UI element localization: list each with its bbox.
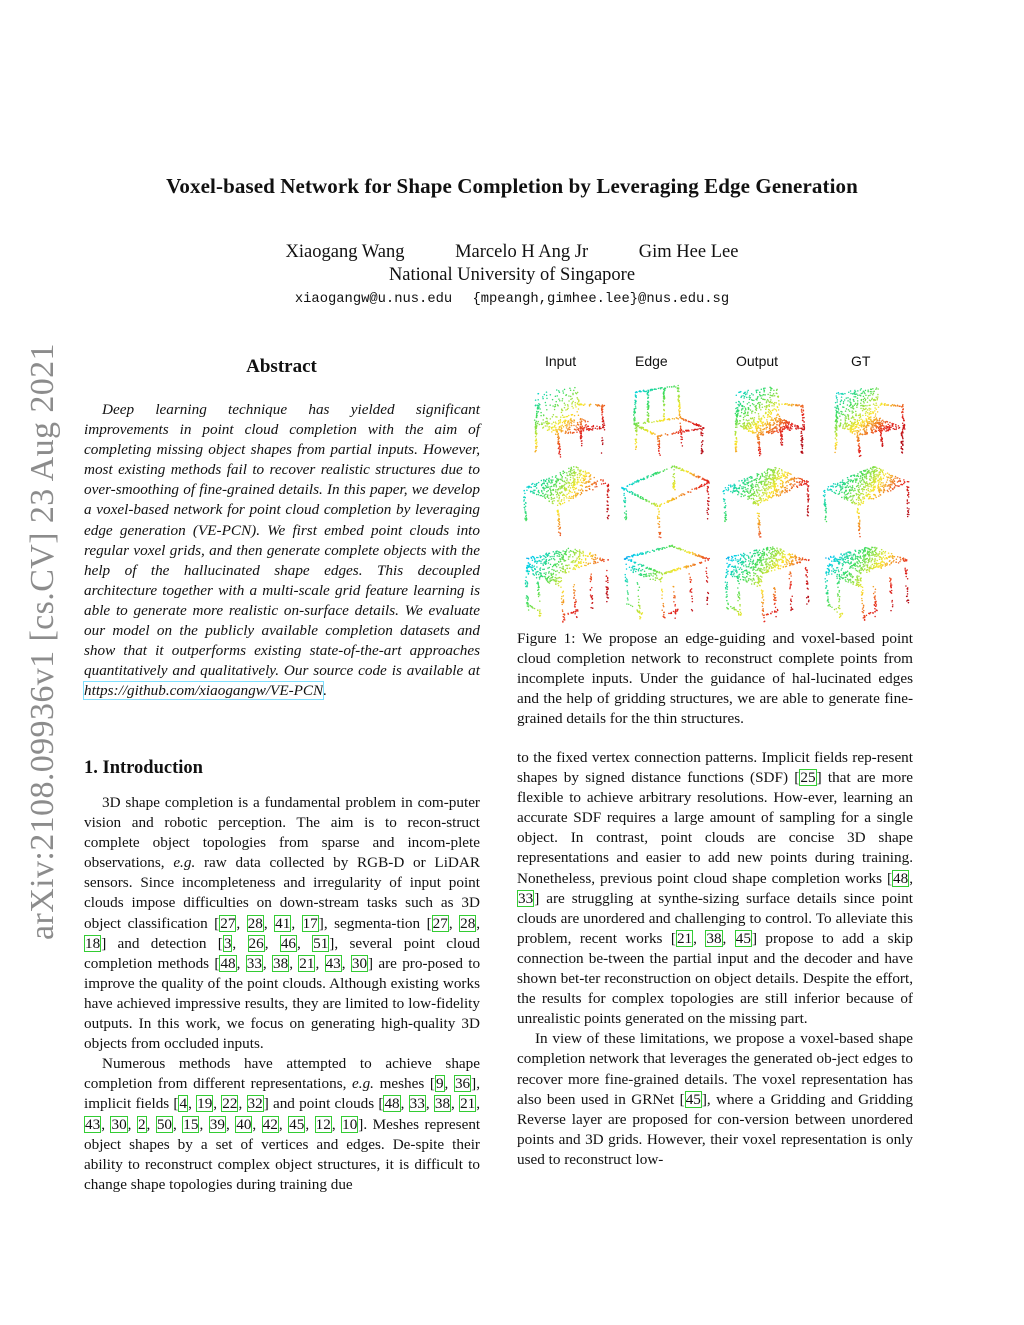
citation-link[interactable]: 3 [223, 934, 232, 952]
citation-link[interactable]: 21 [299, 954, 315, 972]
figure-thumbnail-chair-input [518, 378, 614, 458]
text-run: 3D shape completion is a fundamental problem in com-puter vision and robotic perception. The aim is to recon-struct complete object topologies from sparse and incom-plete observations, [84, 794, 480, 872]
text-run: , [252, 1115, 262, 1133]
citation-link[interactable]: 38 [434, 1095, 451, 1113]
text-run: , [722, 929, 735, 947]
intro-paragraph-3 [517, 748, 913, 1029]
figure-thumbnail-chair-edge [618, 378, 714, 458]
text-run: , [127, 1115, 137, 1133]
point-cloud-render [618, 544, 714, 624]
text-run: ] propose to add a skip connection be-tween the partial input and the decoder and have shown bet-ter reconstruction on object details. Despite the effort, the results for complex topologies are still inferior because of unrealistic points generated on the missing part. [517, 929, 913, 1028]
citation-link[interactable]: 40 [236, 1115, 252, 1133]
intro-paragraph-1 [84, 793, 480, 1054]
figure-label-output: Output [736, 353, 779, 369]
text-run: , [451, 1095, 460, 1113]
text-run: ], implicit fields [ [84, 1075, 480, 1113]
abstract-heading: Abstract [246, 356, 317, 377]
text-run: , [448, 914, 460, 932]
intro-paragraph-2 [84, 1054, 480, 1195]
text-run: , [315, 954, 325, 972]
point-cloud-render [718, 544, 814, 624]
figure-thumbnail-table-gt [818, 460, 914, 540]
text-run: , [173, 1115, 183, 1133]
point-cloud-render [518, 460, 614, 540]
text-run: In view of these limitations, we propose a voxel-based shape completion network that leverages the generated ob-ject edges to recover more fine-grained details. The voxel representation has also been used in GRNet [ [517, 1030, 913, 1108]
text-run: , [188, 1095, 197, 1113]
citation-link[interactable]: 45 [735, 929, 751, 947]
citation-link[interactable]: 48 [384, 1095, 400, 1113]
figure-thumbnail-desk-input [518, 544, 614, 624]
figure-label-input: Input [545, 353, 577, 369]
citation-link[interactable]: 30 [351, 954, 368, 972]
citation-link[interactable]: 26 [248, 934, 264, 952]
text-run: raw data collected by RGB-D or LiDAR sensors. Since incompleteness and irregularity of input point clouds impose difficulties on down-stream tasks such as 3D object classification [ [84, 854, 480, 932]
text-run: , [232, 934, 248, 952]
text-run: , [278, 1115, 289, 1133]
text-run: , [263, 914, 275, 932]
text-run: , [262, 954, 272, 972]
citation-link[interactable]: 38 [706, 929, 722, 947]
citation-link[interactable]: 22 [222, 1095, 238, 1113]
paper-title: Voxel-based Network for Shape Completion by Leveraging Edge Generation [166, 174, 858, 198]
text-run: , [291, 914, 302, 932]
text-run: ]. Meshes represent object shapes by a set of vertices and edges. De-spite their ability to reconstruct complex object structures, it is difficult to change shape topologies during training due [84, 1115, 481, 1193]
text-run: , [425, 1095, 434, 1113]
citation-link[interactable]: 45 [289, 1115, 305, 1133]
text-run: , [289, 954, 299, 972]
text-run: , [236, 954, 246, 972]
author-1: Xiaogang Wang [285, 242, 405, 262]
figure-thumbnail-table-output [718, 460, 814, 540]
citation-link[interactable]: 12 [315, 1115, 331, 1133]
citation-link[interactable]: 2 [137, 1115, 146, 1133]
point-cloud-render [718, 460, 814, 540]
right-column-text [517, 748, 913, 1170]
citation-link[interactable]: 28 [460, 914, 476, 932]
figure-thumbnail-chair-gt [818, 378, 914, 458]
citation-link[interactable]: 42 [262, 1115, 278, 1133]
arxiv-watermark: arXiv:2108.09936v1 [cs.CV] 23 Aug 2021 [24, 343, 61, 940]
eg-abbrev: e.g. [352, 1075, 374, 1093]
point-cloud-render [818, 460, 914, 540]
citation-link[interactable]: 10 [342, 1115, 358, 1133]
intro-paragraph-4 [517, 1029, 913, 1170]
text-run: , [146, 1115, 156, 1133]
text-run: , [693, 929, 706, 947]
citation-link[interactable]: 21 [676, 929, 693, 947]
figure-thumbnail-desk-edge [618, 544, 714, 624]
citation-link[interactable]: 18 [85, 934, 101, 952]
figure-label-edge: Edge [635, 353, 668, 369]
email-2: {mpeangh,gimhee.lee}@nus.edu.sg [472, 292, 730, 307]
text-run: , [213, 1095, 222, 1113]
point-cloud-render [518, 544, 614, 624]
text-run: , [101, 1115, 111, 1133]
figure-thumbnail-table-edge [618, 460, 714, 540]
text-run: , [476, 1095, 481, 1113]
text-run: , [331, 1115, 342, 1133]
citation-link[interactable]: 43 [325, 954, 341, 972]
email-list [0, 292, 1024, 307]
figure-label-gt: GT [851, 353, 871, 369]
figure-1-caption: Figure 1: We propose an edge-guiding and voxel-based point cloud completion network to reconstruct complete points from incomplete inputs. Under the guidance of hal-lucinated edges and the help of gridding structures, we are able to generate fine-grained details for the thin structures. [517, 630, 913, 728]
citation-link[interactable]: 45 [685, 1090, 701, 1108]
citation-link[interactable]: 48 [220, 954, 236, 972]
text-run: ] and point clouds [ [263, 1095, 384, 1113]
email-1: xiaogangw@u.nus.edu [294, 292, 453, 307]
citation-link[interactable]: 17 [302, 914, 318, 932]
citation-link[interactable]: 21 [460, 1095, 476, 1113]
author-3: Gim Hee Lee [638, 242, 739, 262]
citation-link[interactable]: 50 [156, 1115, 172, 1133]
text-run: , [444, 1075, 454, 1093]
citation-link[interactable]: 4 [179, 1095, 188, 1113]
citation-link[interactable]: 9 [435, 1075, 444, 1093]
point-cloud-render [718, 378, 814, 458]
point-cloud-render [618, 460, 714, 540]
section-heading-introduction: 1. Introduction [84, 758, 203, 778]
citation-link[interactable]: 36 [454, 1075, 471, 1093]
text-run: , [297, 934, 313, 952]
text-run: ] that are more flexible to achieve arbitrary resolutions. How-ever, learning an accurate SDF requires a large amount of sampling for a single object. In contrast, point clouds are concise 3D shape representations and easier to add new points during training. Nonetheless, previous point cloud shape completion works [ [517, 769, 913, 887]
abstract-paragraph: Deep learning technique has yielded significant improvements in point cloud completion with the aim of completing missing object shapes from partial inputs. However, most existing methods fail to recover realistic structures due to over-smoothing of fine-grained details. In this paper, we develop a voxel-based network for point cloud completion by leveraging edge generation (VE-PCN). We first embed point clouds into regular voxel grids, and then generate complete objects with the help of the hallucinated shape edges. This decoupled architecture together with a multi-scale grid feature learning is able to generate more realistic on-surface details. We evaluate our model on the publicly available completion datasets and show that it outperforms existing state-of-the-art approaches quantitatively and qualitatively. Our source code is available at [84, 401, 480, 680]
text-run: ] are struggling at synthe-sizing surface details since point clouds are unordered and challenging to control. To alleviate this problem, recent works [ [517, 889, 913, 947]
text-run: to the fixed vertex connection patterns. Implicit fields rep-resent shapes by signed distance functions (SDF) [ [517, 749, 913, 787]
text-run: meshes [ [373, 1075, 435, 1093]
text-run: ], where a Gridding and Gridding Reverse layer are proposed for con-version between unordered points and 3D grids. However, their voxel representation is only used to reconstruct low- [517, 1090, 913, 1168]
citation-link[interactable]: 38 [273, 954, 289, 972]
text-run: Numerous methods have attempted to achieve shape completion from different representations, [84, 1055, 480, 1093]
citation-link[interactable]: 51 [313, 934, 329, 952]
point-cloud-render [818, 378, 914, 458]
citation-link[interactable]: 33 [518, 889, 534, 907]
text-run: ] and detection [ [101, 934, 223, 952]
eg-abbrev: e.g. [173, 854, 196, 872]
figure-thumbnail-chair-output [718, 378, 814, 458]
point-cloud-render [518, 378, 614, 458]
text-run: ] are pro-posed to improve the quality of the point clouds. Although existing works have achieved impressive results, they are limited to low-fidelity outputs. In this work, we focus on generating high-quality 3D objects from occluded inputs. [84, 954, 481, 1053]
text-run: , [264, 934, 280, 952]
text-run: ], segmenta-tion [ [318, 914, 432, 932]
text-run: ], several point cloud completion methods [ [84, 934, 481, 972]
citation-link[interactable]: 25 [800, 769, 816, 787]
citation-link[interactable]: 43 [85, 1115, 101, 1133]
citation-link[interactable]: 32 [247, 1095, 263, 1113]
citation-link[interactable]: 30 [111, 1115, 127, 1133]
point-cloud-render [618, 378, 714, 458]
citation-link[interactable]: 39 [209, 1115, 225, 1133]
author-2: Marcelo H Ang Jr [455, 242, 589, 262]
figure-thumbnail-desk-output [718, 544, 814, 624]
citation-link[interactable]: 33 [246, 954, 262, 972]
citation-link[interactable]: 41 [275, 914, 291, 932]
citation-link[interactable]: 28 [247, 914, 263, 932]
citation-link[interactable]: 27 [432, 914, 448, 932]
citation-link[interactable]: 15 [183, 1115, 199, 1133]
text-run: , [909, 869, 913, 887]
figure-thumbnail-table-input [518, 460, 614, 540]
text-run: , [400, 1095, 409, 1113]
citation-link[interactable]: 33 [409, 1095, 425, 1113]
text-run: , [238, 1095, 247, 1113]
figure-thumbnail-desk-gt [818, 544, 914, 624]
citation-link[interactable]: 46 [280, 934, 296, 952]
point-cloud-render [818, 544, 914, 624]
text-run: , [225, 1115, 236, 1133]
text-run: , [236, 914, 247, 932]
text-run: , [199, 1115, 209, 1133]
source-code-link[interactable]: https://github.com/xiaogangw/VE-PCN [84, 682, 324, 700]
citation-link[interactable]: 27 [220, 914, 236, 932]
abstract-end-punct: . [323, 682, 327, 700]
citation-link[interactable]: 19 [197, 1095, 213, 1113]
author-list [0, 242, 1024, 263]
affiliation: National University of Singapore [388, 265, 636, 285]
citation-link[interactable]: 48 [893, 869, 909, 887]
text-run: , [305, 1115, 315, 1133]
figure-1-image-grid [516, 376, 916, 626]
figure-column-labels [517, 353, 917, 373]
left-column-text [84, 793, 480, 1195]
abstract-text [84, 400, 480, 701]
text-run: , [341, 954, 351, 972]
text-run: , [476, 914, 481, 932]
